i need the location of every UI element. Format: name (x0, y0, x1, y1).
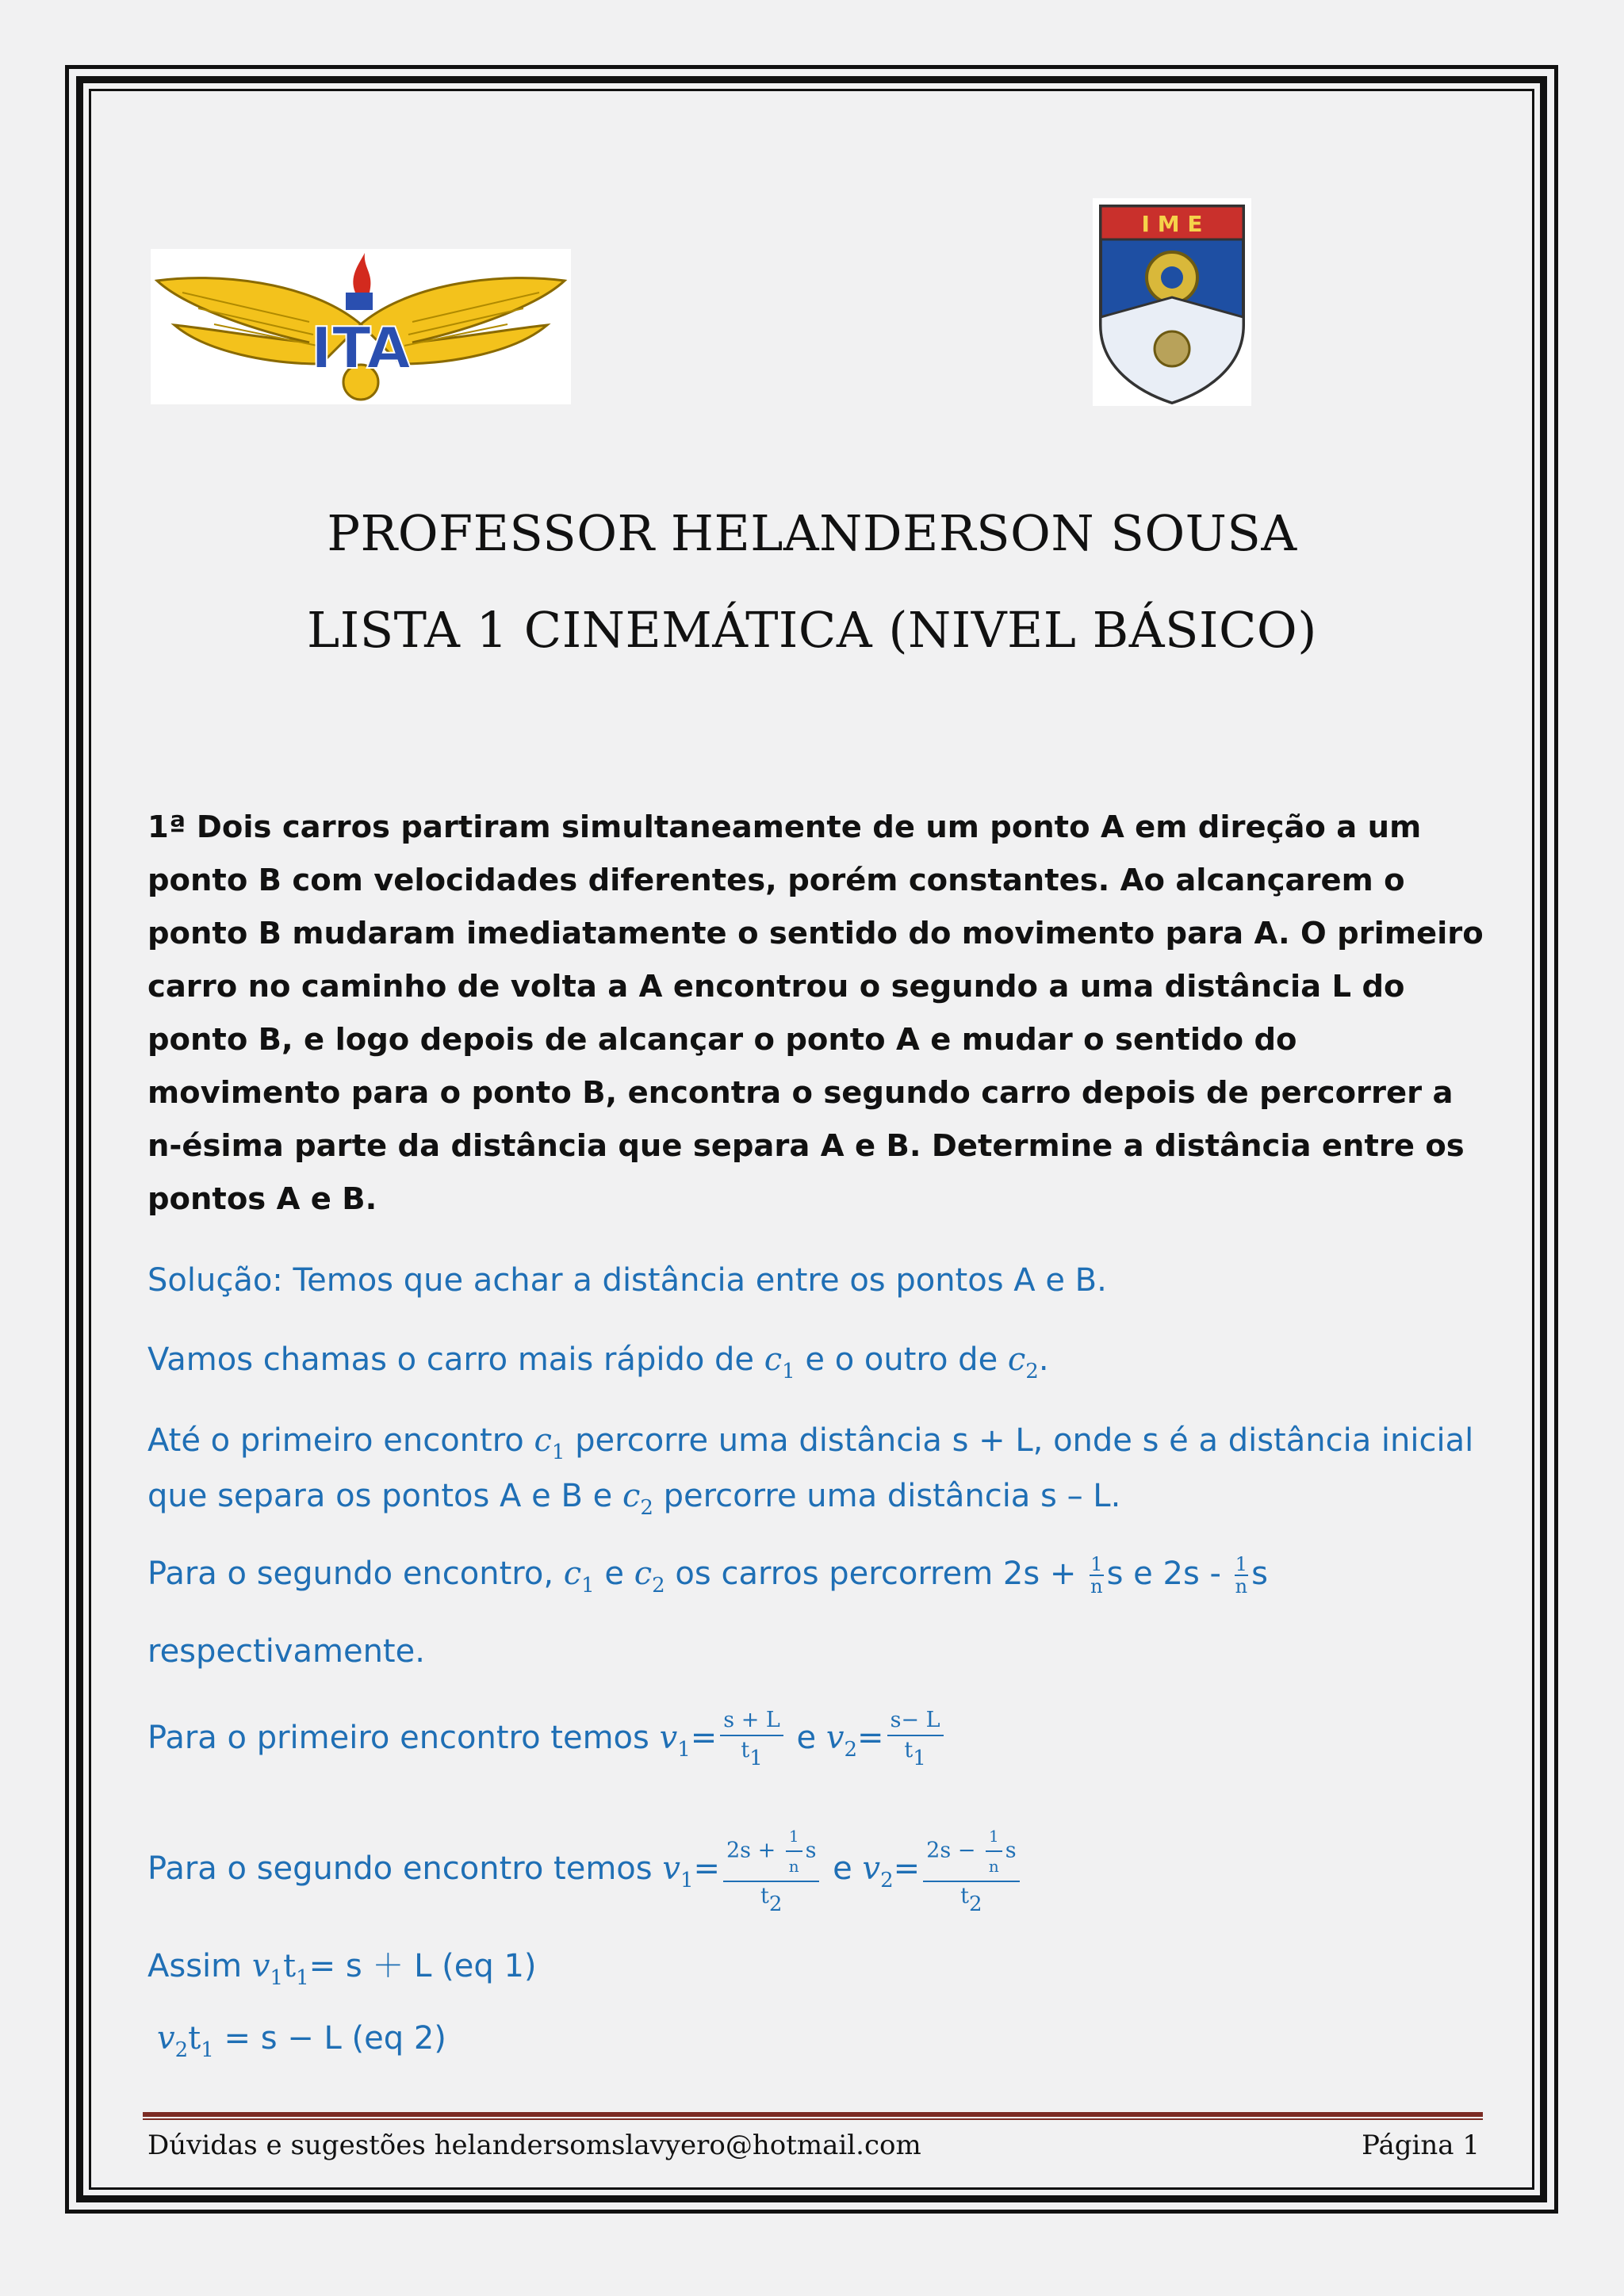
solution-eq-2: $v_2t_1 = s - L$ (eq 2) (157, 2020, 446, 2062)
fraction-v1-first: $\frac{s + L}{t1}$ (720, 1706, 783, 1773)
solution-line-1: Solução: Temos que achar a distância entre os pontos A e B. (147, 1262, 1107, 1299)
footer-contact: Dúvidas e sugestões helandersomslavyero@hotmail.com (147, 2130, 921, 2161)
ita-logo (151, 249, 571, 404)
ime-logo (1093, 198, 1251, 406)
svg-text:ITA: ITA (310, 315, 412, 381)
svg-text:I M E: I M E (1141, 211, 1203, 237)
fraction-v2-first: $\frac{s- L}{t1}$ (887, 1706, 944, 1773)
solution-line-8: Para o segundo encontro temos $v_1=$ 2s + $\frac{1}{n}$ s t2 e $v_2=$ 2s − $\frac{1}{n}$ s t2 (147, 1822, 1023, 1919)
solution-line-3: Até o primeiro encontro $c_1$ percorre uma distância s + L, onde s é a distância inicial (147, 1422, 1474, 1464)
solution-line-4: que separa os pontos A e B e $c_2$ percorre uma distância s – L. (147, 1478, 1121, 1520)
fraction-v1-second: 2s + $\frac{1}{n}$ s t2 (723, 1822, 819, 1919)
solution-eq-1: Assim $v_1t_1= s + L$ (eq 1) (147, 1948, 537, 1990)
solution-line-2: Vamos chamas o carro mais rápido de $c_1$ e o outro de $c_2$. (147, 1341, 1049, 1383)
problem-statement: 1ª Dois carros partiram simultaneamente de um ponto A em direção a um ponto B com velocidades diferentes, porém constantes. Ao alcançarem o ponto B mudaram imediatamente o sentido do movimento para A. O primeiro carro no caminho de volta a A encontrou o segundo a uma distância L do ponto B, e logo depois de alcançar o ponto A e mudar o sentido do movimento para o ponto B, encontra o segundo carro depois de percorrer a n-ésima parte da distância que separa A e B. Determine a distância entre os pontos A e B. (147, 809, 1484, 1217)
footer-divider (143, 2112, 1483, 2117)
solution-line-6: respectivamente. (147, 1633, 425, 1670)
solution-line-5: Para o segundo encontro, $c_1$ e $c_2$ os carros percorrem 2s + $\frac{1}{n}$ s e 2s - $\frac{1}{n}$ s (147, 1553, 1268, 1598)
page-number: Página 1 (1362, 2130, 1480, 2161)
page-subtitle: LISTA 1 CINEMÁTICA (NIVEL BÁSICO) (307, 601, 1317, 659)
solution-line-7: Para o primeiro encontro temos $v_1=$ $\frac{s + L}{t1}$ e $v_2=$ $\frac{s- L}{t1}$ (147, 1706, 947, 1773)
fraction-one-over-n: $\frac{1}{n}$ (1090, 1553, 1103, 1598)
footer-divider-thin (143, 2118, 1483, 2120)
page-title: PROFESSOR HELANDERSON SOUSA (327, 504, 1297, 562)
fraction-one-over-n: $\frac{1}{n}$ (1235, 1553, 1248, 1598)
fraction-v2-second: 2s − $\frac{1}{n}$ s t2 (923, 1822, 1019, 1919)
